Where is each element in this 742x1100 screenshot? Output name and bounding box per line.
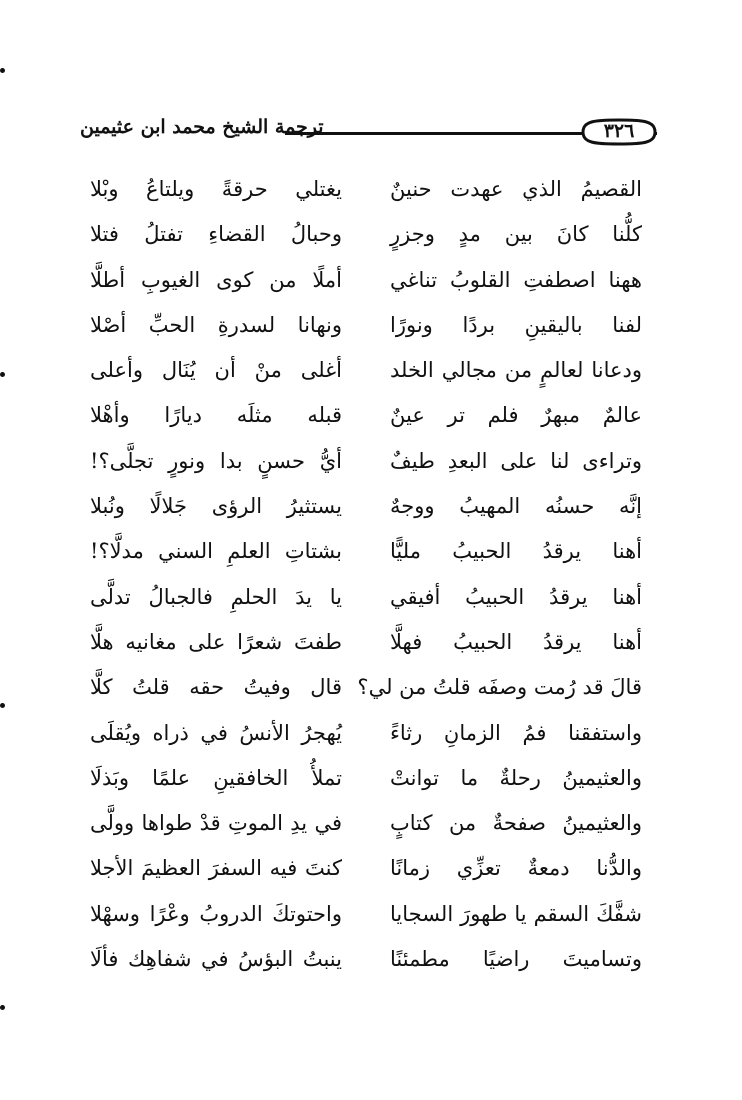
verse-row [90,532,642,577]
verse-first-hemistich: كلُّنا كانَ بين مدٍ وجزرٍ [390,222,642,247]
verse-first-hemistich: ودعانا لعالمٍ من مجالي الخلد [390,358,642,383]
verse-first-hemistich: وتساميتَ راضيًا مطمئنًا [390,947,642,972]
verse-row [90,170,642,215]
verse-first-hemistich: عالمٌ مبهرٌ فلم تر عينٌ [390,403,642,428]
verse-second-hemistich: ونهانا لسدرةِ الحبِّ أصْلا [90,312,342,337]
verse-second-hemistich: كنتَ فيه السفرَ العظيمَ الأجلا [90,856,342,881]
verse-row [90,442,642,487]
verse-second-hemistich: وحبالُ القضاءِ تفتلُ فتلا [90,222,342,247]
verse-second-hemistich: تملأُ الخافقينِ علمًا وبَذلَا [90,765,342,790]
page-number-frame [575,117,663,147]
verse-row [90,804,642,849]
poem [90,170,642,985]
verse-first-hemistich: واستفقنا فمُ الزمانِ رثاءً [390,720,642,745]
verse-second-hemistich: يا يدَ الحلمِ فالجبالُ تدلَّى [90,584,342,609]
verse-row [90,215,642,260]
verse-row [90,895,642,940]
verse-second-hemistich: قال وفيتُ حقه قلتُ كلَّا [90,675,342,700]
verse-second-hemistich: بشتاتِ العلمِ السني مدلَّا؟! [90,539,342,564]
verse-second-hemistich: أيُّ حسنٍ بدا ونورٍ تجلَّى؟! [90,448,342,473]
verse-first-hemistich: قالَ قد رُمت وصفَه قلتُ من لي؟ [357,675,642,700]
verse-second-hemistich: يُهجرُ الأنسُ في ذراه ويُقلَى [90,720,342,745]
page-number: ٣٢٦ [603,120,635,142]
verse-row [90,261,642,306]
verse-first-hemistich: والعثيمينُ رحلةٌ ما توانتْ [390,765,642,790]
verse-second-hemistich: أغلى منْ أن يُنَال وأعلى [90,358,342,383]
verse-second-hemistich: طفتَ شعرًا على مغانيه هلَّا [90,629,342,654]
margin-mark-dot [0,372,5,377]
verse-second-hemistich: قبله مثلَه ديارًا وأهْلا [90,403,342,428]
verse-second-hemistich: يغتلي حرقةً ويلتاعُ وبْلا [90,177,342,201]
verse-row [90,668,642,713]
verse-row [90,623,642,668]
verse-first-hemistich: أهنا يرقدُ الحبيبُ أفيقي [390,584,642,609]
verse-first-hemistich: وتراءى لنا على البعدِ طيفٌ [390,448,642,473]
verse-first-hemistich: أهنا يرقدُ الحبيبُ مليًّا [390,539,642,564]
verse-first-hemistich: لفنا باليقينِ بردًا ونورًا [390,312,642,337]
verse-row [90,396,642,441]
verse-second-hemistich: يستثيرُ الرؤى جَلالًا ونُبلا [90,494,342,519]
margin-mark-dot [0,68,5,73]
verse-second-hemistich: في يدِ الموتِ قدْ طواها وولَّى [90,811,342,836]
verse-row [90,714,642,759]
verse-row [90,940,642,985]
verse-row [90,487,642,532]
verse-second-hemistich: ينبتُ البؤسُ في شفاهِك فألَا [90,947,342,972]
verse-first-hemistich: والعثيمينُ صفحةٌ من كتابٍ [390,811,642,836]
running-title: ترجمة الشيخ محمد ابن عثيمين [80,116,324,138]
verse-first-hemistich: أهنا يرقدُ الحبيبُ فهلَّا [390,629,642,654]
verse-second-hemistich: واحتوتكَ الدروبُ وعْرًا وسهْلا [90,901,342,926]
margin-mark-dot [0,703,5,708]
verse-second-hemistich: أملًا من كوى الغيوبِ أطلَّا [90,267,342,292]
verse-first-hemistich: والدُّنا دمعةٌ تعزِّي زمانًا [390,856,642,881]
verse-row [90,578,642,623]
page-header [80,112,660,148]
margin-mark-dot [0,1005,5,1010]
verse-first-hemistich: القصيمُ الذي عهدت حنينٌ [390,177,642,201]
verse-row [90,759,642,804]
verse-row [90,351,642,396]
verse-row [90,306,642,351]
verse-first-hemistich: إنَّه حسنُه المهيبُ ووجهٌ [390,494,642,519]
verse-row [90,849,642,894]
verse-first-hemistich: شفَّكَ السقم يا طهورَ السجايا [390,901,642,926]
verse-first-hemistich: ههنا اصطفتِ القلوبُ تناغي [390,267,642,292]
